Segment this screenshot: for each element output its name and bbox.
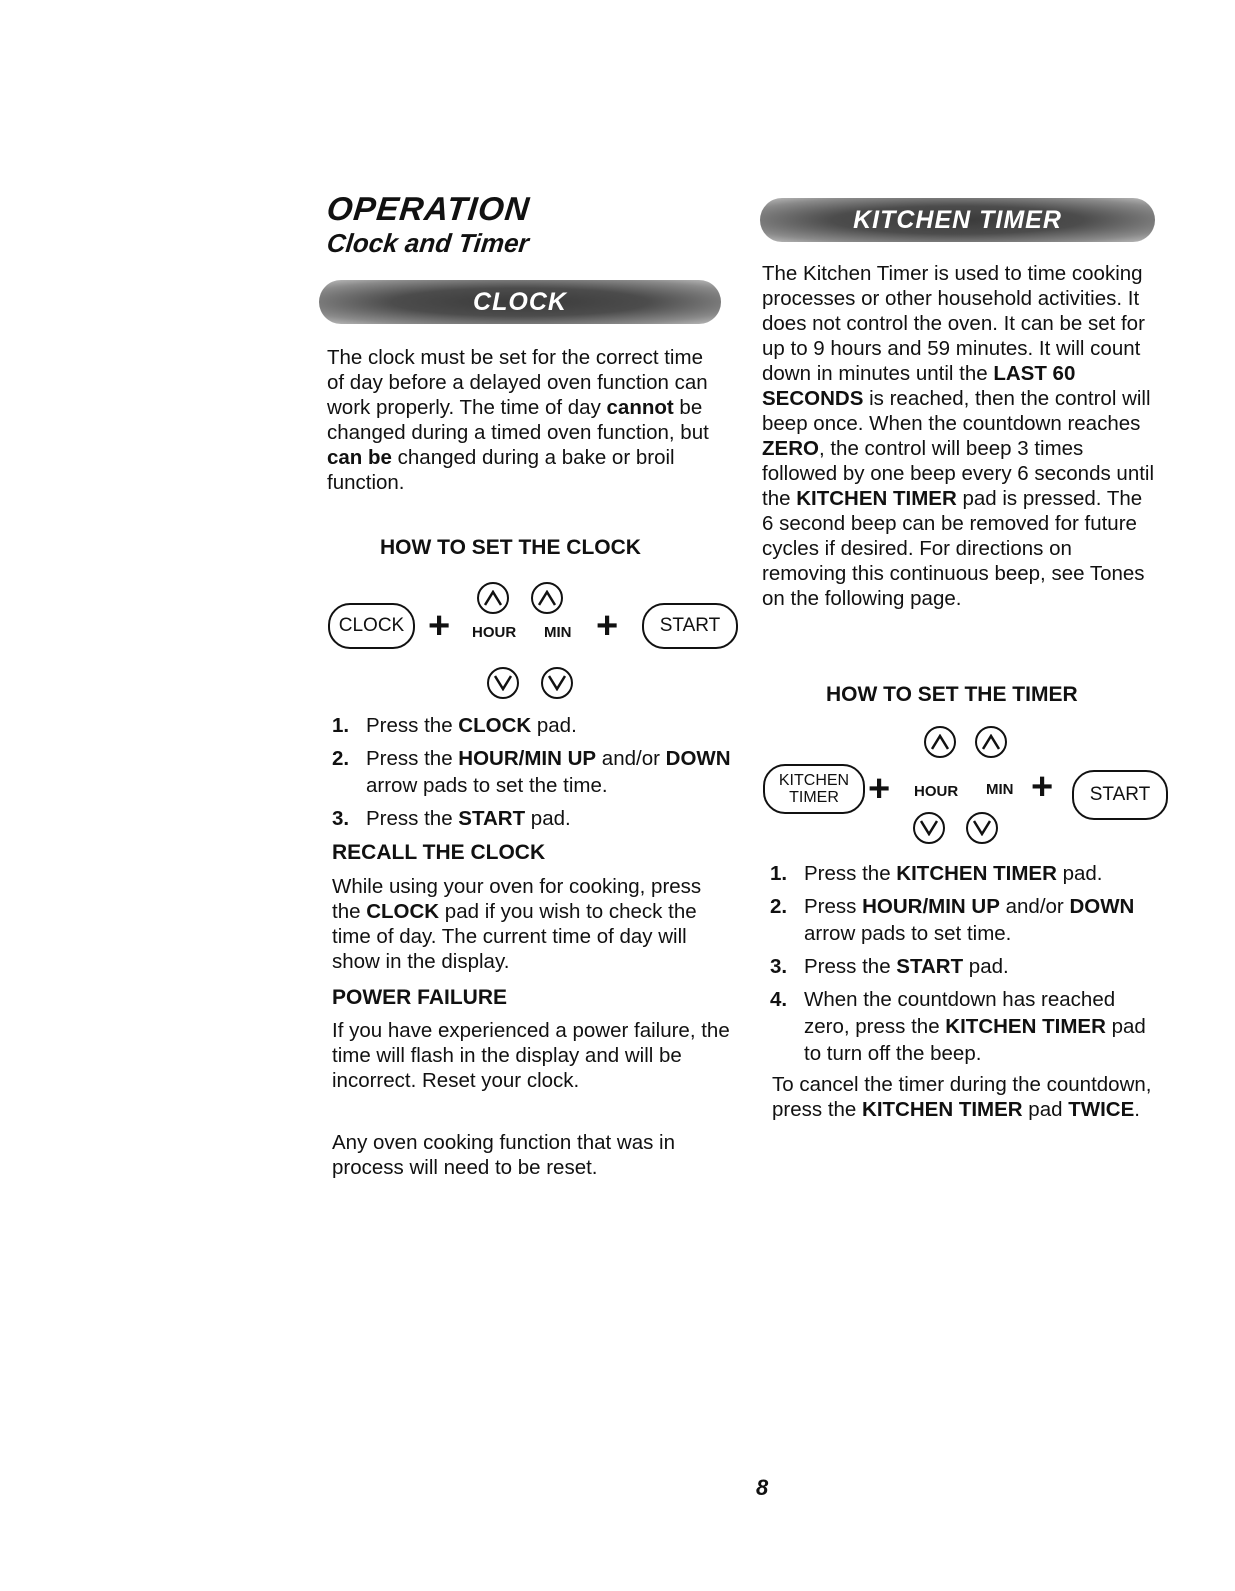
- step-number: 1.: [770, 862, 788, 885]
- step-item: [332, 805, 732, 832]
- min-up-arrow-icon: [975, 726, 1007, 758]
- step-item: [770, 986, 1165, 1067]
- step-item: [332, 712, 732, 739]
- timer-steps: [770, 860, 1165, 1073]
- step-number: 1.: [332, 714, 350, 737]
- cancel-text: To cancel the timer during the countdown, press the KITCHEN TIMER pad TWICE.: [772, 1073, 1152, 1121]
- clock-steps: [332, 712, 732, 838]
- step-text: Press the HOUR/MIN UP and/or DOWN arrow pads to set the time.: [366, 747, 731, 797]
- min-label: MIN: [986, 781, 1014, 798]
- kitchen-timer-pad: KITCHEN TIMER: [763, 764, 865, 814]
- section-subtitle: Clock and Timer: [325, 228, 531, 258]
- step-number: 3.: [332, 807, 350, 830]
- hour-up-arrow-icon: [924, 726, 956, 758]
- min-label: MIN: [544, 624, 572, 641]
- step-item: [332, 745, 732, 799]
- step-text: When the countdown has reached zero, press the KITCHEN TIMER pad to turn off the beep.: [804, 988, 1146, 1065]
- section-title: OPERATION: [325, 190, 532, 227]
- min-down-arrow-icon: [541, 667, 573, 699]
- timer-howto-heading: HOW TO SET THE TIMER: [826, 683, 1078, 706]
- recall-text: While using your oven for cooking, press the CLOCK pad if you wish to check the time of day. The current time of day will show in the display.: [332, 875, 702, 973]
- step-number: 3.: [770, 955, 788, 978]
- page-number: 8: [756, 1475, 769, 1500]
- hour-label: HOUR: [472, 624, 517, 641]
- clock-howto-heading: HOW TO SET THE CLOCK: [380, 536, 641, 559]
- min-down-arrow-icon: [966, 812, 998, 844]
- timer-intro: The Kitchen Timer is used to time cooking processes or other household activities. It does not control the oven. It can be set for up to 9 hours and 59 minutes. It will count down in minutes until the LAST 60 SECONDS is reached, then the control will beep once. When the countdown reaches ZERO, the control will beep 3 times followed by one beep every 6 seconds until the KITCHEN TIMER pad is pressed. The 6 second beep can be removed for future cycles if desired. For directions on removing this continuous beep, see Tones on the following page.: [762, 262, 1155, 610]
- kitchen-timer-banner: [760, 198, 1155, 242]
- hour-up-arrow-icon: [477, 582, 509, 614]
- power-text-2: Any oven cooking function that was in process will need to be reset.: [332, 1131, 676, 1179]
- hour-down-arrow-icon: [913, 812, 945, 844]
- plus-sign: +: [1031, 766, 1054, 808]
- plus-sign: +: [428, 605, 451, 647]
- step-number: 2.: [770, 895, 788, 918]
- min-up-arrow-icon: [531, 582, 563, 614]
- power-text: If you have experienced a power failure, the time will flash in the display and will be incorrect. Reset your clock.: [332, 1019, 730, 1092]
- step-text: Press the KITCHEN TIMER pad.: [804, 862, 1103, 885]
- start-pad: START: [1072, 770, 1168, 820]
- step-text: Press the START pad.: [804, 955, 1009, 978]
- power-heading: POWER FAILURE: [332, 986, 508, 1009]
- step-number: 4.: [770, 988, 788, 1011]
- step-item: [770, 893, 1165, 947]
- step-item: [770, 953, 1165, 980]
- hour-label: HOUR: [914, 783, 959, 800]
- clock-banner-label: CLOCK: [473, 287, 567, 316]
- step-text: Press the START pad.: [366, 807, 571, 830]
- plus-sign: +: [596, 605, 619, 647]
- clock-pad: CLOCK: [328, 603, 415, 649]
- plus-sign: +: [868, 768, 891, 810]
- recall-heading: RECALL THE CLOCK: [332, 841, 546, 864]
- kitchen-timer-banner-label: KITCHEN TIMER: [853, 205, 1062, 234]
- step-number: 2.: [332, 747, 350, 770]
- step-text: Press HOUR/MIN UP and/or DOWN arrow pads to set time.: [804, 895, 1135, 945]
- clock-intro: The clock must be set for the correct time of day before a delayed oven function can work properly. The time of day cannot be changed during a timed oven function, but can be changed during a bake or broil function.: [327, 346, 709, 494]
- step-item: [770, 860, 1165, 887]
- step-text: Press the CLOCK pad.: [366, 714, 577, 737]
- start-pad: START: [642, 603, 738, 649]
- clock-banner: [319, 280, 721, 324]
- hour-down-arrow-icon: [487, 667, 519, 699]
